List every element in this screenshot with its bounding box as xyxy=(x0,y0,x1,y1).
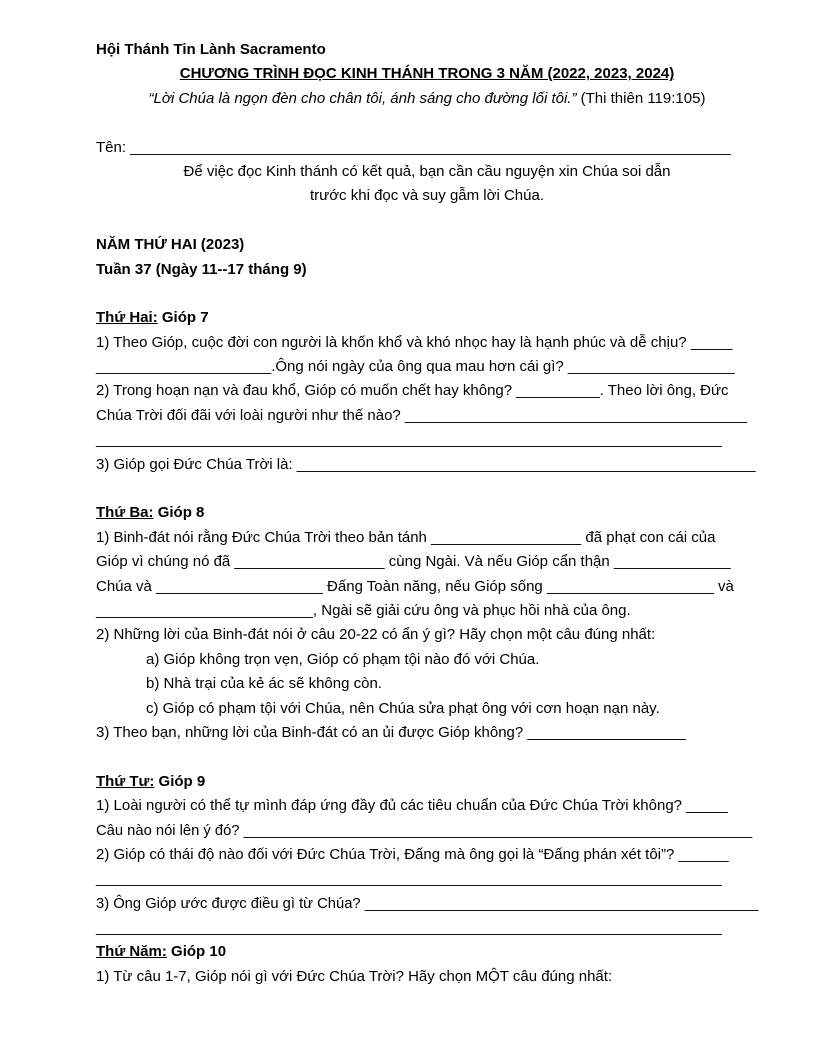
question-line[interactable]: Câu nào nói lên ý đó? ______________________________________________________________ xyxy=(96,822,753,839)
section-title-monday xyxy=(96,306,758,330)
day-label: Thứ Tư: xyxy=(96,772,155,790)
verse-quote: “Lời Chúa là ngọn đèn cho chân tôi, ánh sáng cho đường lối tôi.” xyxy=(148,89,577,107)
day-label: Thứ Ba: xyxy=(96,504,154,522)
question-line[interactable]: Chúa Trời đối đãi với loài người như thế nào? _________________________________________ xyxy=(96,406,747,424)
answer-option-b[interactable]: b) Nhà trại của kẻ ác sẽ không còn. xyxy=(146,675,382,693)
section-title-thursday xyxy=(96,940,758,964)
day-label: Thứ Hai: xyxy=(96,309,158,327)
question-line: 1) Từ câu 1-7, Gióp nói gì với Đức Chúa Trời? Hãy chọn MỘT câu đúng nhất: xyxy=(96,967,613,985)
book-label: Gióp 9 xyxy=(154,772,206,790)
answer-line[interactable]: ___________________________________________________________________________ xyxy=(96,919,722,937)
program-title: CHƯƠNG TRÌNH ĐỌC KINH THÁNH TRONG 3 NĂM (2022, 2023, 2024) xyxy=(179,65,675,83)
year-heading: NĂM THỨ HAI (2023) xyxy=(96,236,245,254)
section-title-wednesday xyxy=(96,770,758,794)
question-line[interactable]: 3) Gióp gọi Đức Chúa Trời là: _______________________________________________________ xyxy=(96,455,756,473)
question-line[interactable]: 1) Binh-đát nói rằng Đức Chúa Trời theo bản tánh __________________ đã phạt con cái của xyxy=(96,528,716,546)
question-line[interactable]: 2) Trong hoạn nạn và đau khổ, Gióp có muốn chết hay không? __________. Theo lời ông, Đức xyxy=(96,382,729,400)
answer-option-c[interactable]: c) Gióp có phạm tội với Chúa, nên Chúa sửa phạt ông với cơn hoạn nạn này. xyxy=(146,699,660,717)
verse-reference: (Thi thiên 119:105) xyxy=(576,89,706,107)
instruction-line-2: trước khi đọc và suy gẫm lời Chúa. xyxy=(310,187,544,205)
day-label: Thứ Năm: xyxy=(96,943,167,961)
question-line[interactable]: 3) Ông Gióp ước được điều gì từ Chúa? ________________________________________________ xyxy=(96,895,759,912)
question-line: 2) Những lời của Binh-đát nói ở câu 20-22 có ẩn ý gì? Hãy chọn một câu đúng nhất: xyxy=(96,626,656,644)
question-line[interactable]: __________________________, Ngài sẽ giải cứu ông và phục hồi nhà của ông. xyxy=(96,601,631,619)
book-label: Gióp 8 xyxy=(153,504,205,522)
answer-line[interactable]: ___________________________________________________________________________ xyxy=(96,431,722,449)
church-name: Hội Thánh Tin Lành Sacramento xyxy=(96,41,326,58)
answer-option-a[interactable]: a) Gióp không trọn vẹn, Gióp có phạm tội nào đó với Chúa. xyxy=(146,650,540,668)
question-line[interactable]: 1) Loài người có thể tự mình đáp ứng đầy đủ các tiêu chuẩn của Đức Chúa Trời không? _____ xyxy=(96,797,728,815)
book-label: Gióp 10 xyxy=(166,943,227,961)
question-line[interactable]: 3) Theo bạn, những lời của Binh-đát có an ủi được Gióp không? ___________________ xyxy=(96,723,686,741)
question-line[interactable]: 2) Gióp có thái độ nào đối với Đức Chúa Trời, Đấng mà ông gọi là “Đấng phán xét tôi”? ______ xyxy=(96,845,729,863)
section-title-tuesday xyxy=(96,501,758,525)
verse-line xyxy=(96,87,758,111)
name-field[interactable]: Tên: ________________________________________________________________________ xyxy=(96,138,731,156)
question-line[interactable]: 1) Theo Gióp, cuộc đời con người là khốn khổ và khó nhọc hay là hạnh phúc và dễ chịu? _____ xyxy=(96,333,733,351)
book-label: Gióp 7 xyxy=(157,309,209,327)
question-line[interactable]: Gióp vì chúng nó đã __________________ cùng Ngài. Và nếu Gióp cẩn thận ______________ xyxy=(96,553,731,571)
question-line[interactable]: _____________________.Ông nói ngày của ông qua mau hơn cái gì? ____________________ xyxy=(96,358,735,376)
answer-line[interactable]: ___________________________________________________________________________ xyxy=(96,870,722,888)
worksheet-page xyxy=(96,38,758,989)
instruction-line-1: Để việc đọc Kinh thánh có kết quả, bạn cần cầu nguyện xin Chúa soi dẫn xyxy=(183,162,671,180)
question-line[interactable]: Chúa và ____________________ Đấng Toàn năng, nếu Gióp sống ____________________ và xyxy=(96,577,734,595)
week-heading: Tuần 37 (Ngày 11--17 tháng 9) xyxy=(96,260,307,278)
